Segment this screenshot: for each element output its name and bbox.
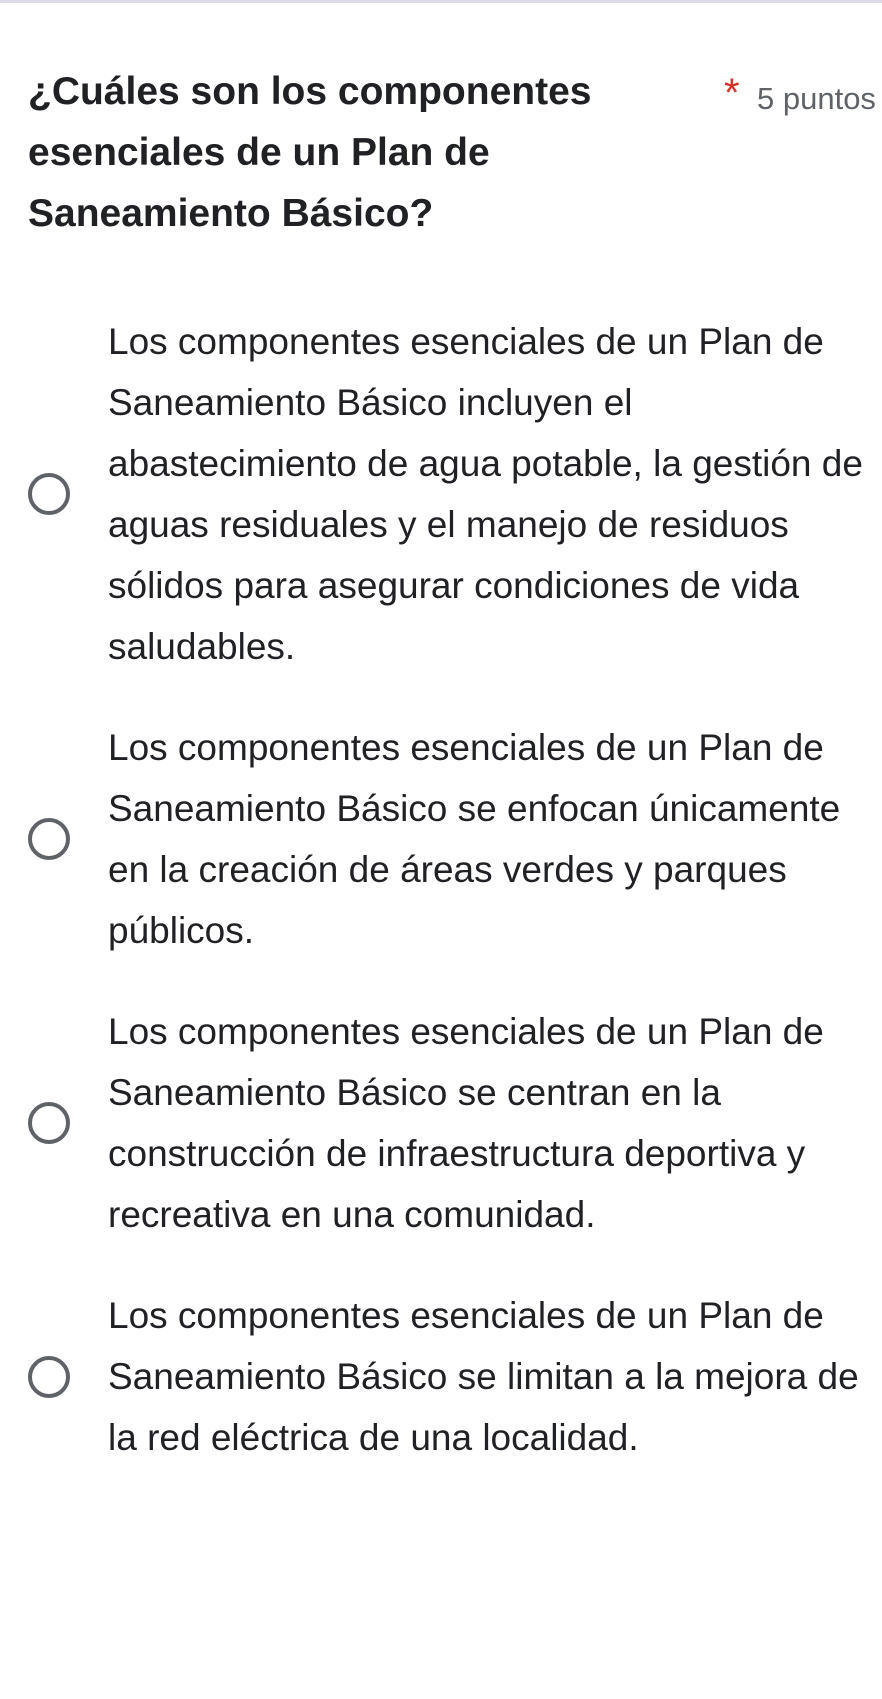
option-1[interactable] xyxy=(0,311,882,677)
radio-button-icon[interactable] xyxy=(28,1102,70,1144)
option-label[interactable]: Los componentes esenciales de un Plan de Saneamiento Básico se centran en la construcción de infraestructura deportiva y recreativa en una comunidad. xyxy=(108,1011,824,1235)
option-2[interactable] xyxy=(0,717,882,961)
question-title: ¿Cuáles son los componentes esenciales de un Plan de Saneamiento Básico? xyxy=(28,70,592,235)
radio-button-icon[interactable] xyxy=(28,818,70,860)
option-3[interactable] xyxy=(0,1001,882,1245)
option-label[interactable]: Los componentes esenciales de un Plan de Saneamiento Básico se enfocan únicamente en la creación de áreas verdes y parques públicos. xyxy=(108,727,841,951)
option-label[interactable]: Los componentes esenciales de un Plan de Saneamiento Básico se limitan a la mejora de la red eléctrica de una localidad. xyxy=(108,1295,859,1458)
radio-button-icon[interactable] xyxy=(28,1356,70,1398)
points-label: 5 puntos xyxy=(757,81,876,116)
options-radio-group xyxy=(0,311,882,1508)
required-asterisk: * xyxy=(724,71,740,115)
question-header xyxy=(28,61,876,244)
option-4[interactable] xyxy=(0,1285,882,1468)
radio-button-icon[interactable] xyxy=(28,473,70,515)
option-label[interactable]: Los componentes esenciales de un Plan de Saneamiento Básico incluyen el abastecimiento de agua potable, la gestión de aguas residuales y el manejo de residuos sólidos para asegurar condiciones de vida saludables. xyxy=(108,321,863,667)
